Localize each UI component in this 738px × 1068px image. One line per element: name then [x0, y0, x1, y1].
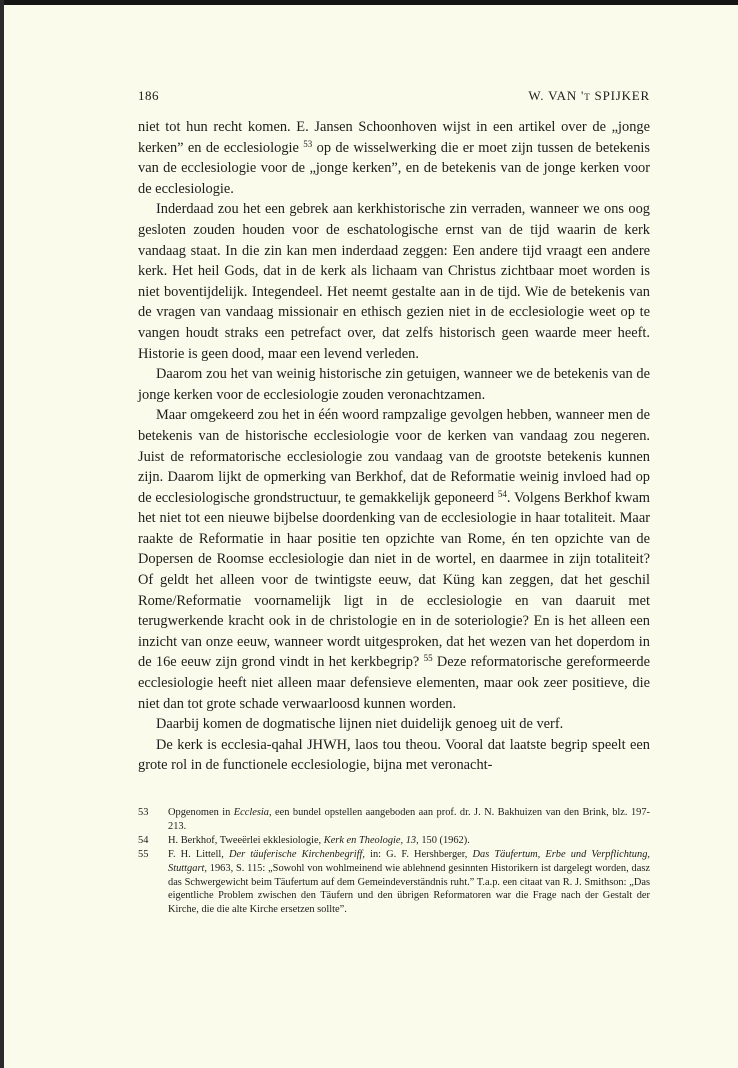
footnote-text: Opgenomen in Ecclesia, een bundel opstellen aangeboden aan prof. dr. J. N. Bakhuizen van den Brink, blz. 197-213.: [168, 807, 650, 832]
footnote-number: 54: [138, 834, 149, 846]
running-head: [138, 88, 650, 104]
footnote-ref-55[interactable]: 55: [423, 653, 433, 664]
footnote-53: [138, 806, 650, 834]
paragraph-4: Maar omgekeerd zou het in één woord rampzalige gevolgen hebben, wanneer men de betekenis van de historische ecclesiologie voor de kerken van vandaag zou negeren. Juist de reformatorische ecclesiologie zou vandaag van de grootste betekenis kunnen zijn. Daarom lijkt de opmerking van Berkhof, dat de Reformatie weinig invloed had op de ecclesiologische grondstructuur, te gemakkelijk geponeerd $^{54}$. Volgens Berkhof kwam het niet tot een nieuwe bijbelse doordenking van de ecclesiologie in haar totaliteit. Maar raakte de Reformatie in haar positie ten opzichte van Rome, én ten opzichte van de Dopersen de Roomse ecclesiologie dan niet in de wortel, en daarmee in zijn totaliteit? Of geldt het alleen voor de twintigste eeuw, dat Küng kan zeggen, dat het geschil Rome/Reformatie voornamelijk ligt in de ecclesiologie en van daaruit met terugwerkende kracht ook in de christologie en in de soteriologie? En is het alleen een inzicht van onze eeuw, wanneer wordt uitgesproken, dat het wezen van het doperdom in de 16e eeuw zijn grond vindt in het kerkbegrip? $^{55}$ Deze reformatorische gereformeerde ecclesiologie heeft niet alleen maar defensieve elementen, maar ook zeer positieve, die niet dan tot grote schade verwaarloosd kunnen worden.: [138, 407, 650, 712]
scan-edge-left: [0, 0, 4, 1068]
footnote-55: [138, 848, 650, 918]
running-head-author: W. VAN 't SPIJKER: [528, 88, 650, 103]
page-number: 186: [138, 88, 159, 103]
footnote-text: F. H. Littell, Der täuferische Kirchenbegriff, in: G. F. Hershberger, Das Täufertum, Erbe und Verpflichtung, Stuttgart, 1963, S. 115: „Sowohl von wohlmeinend wie ablehnend gesinnten Historikern ist dargelegt worden, dasz das Schwergewicht beim Täufertum auf dem Gemeindeverständnis ruht.” T.a.p. een citaat van R. J. Smithson: „Das eigentliche Problem zwischen den Täufern und den übrigen Reformatoren war die Frage nach der Gestalt der Kirche, die die alte Kirche ersetzen sollte”.: [168, 848, 650, 916]
footnote-54: [138, 834, 650, 848]
paragraph-3: Daarom zou het van weinig historische zin getuigen, wanneer we de betekenis van de jonge kerken voor de ecclesiologie zouden veronachtzamen.: [138, 366, 650, 403]
footnotes: [138, 806, 650, 917]
footnote-number: 55: [138, 848, 149, 860]
footnote-number: 53: [138, 807, 149, 818]
footnote-ref-53[interactable]: 53: [303, 138, 313, 149]
footnote-ref-54[interactable]: 54: [497, 488, 507, 499]
scan-edge-top: [0, 0, 738, 5]
paragraph-2: Inderdaad zou het een gebrek aan kerkhistorische zin verraden, wanneer we ons oog gesloten zouden houden voor de eschatologische ernst van de tijd waarin de kerk vandaag staat. In die zin kan men inderdaad zeggen: Een andere tijd vraagt een andere kerk. Het heil Gods, dat in de kerk als lichaam van Christus zichtbaar moet worden is niet boventijdelijk. Integendeel. Het neemt gestalte aan in de tijd. Wie de betekenis van de vragen van vandaag missionair en ethisch gezien niet in de ecclesiologie weet op te vangen houdt straks een petrefact over, dat zelfs historisch geen waarde meer heeft. Historie is geen dood, maar een levend verleden.: [138, 201, 650, 362]
footnote-text: H. Berkhof, Tweeërlei ekklesiologie, Kerk en Theologie, 13, 150 (1962).: [168, 834, 470, 846]
paragraph-5: Daarbij komen de dogmatische lijnen niet duidelijk genoeg uit de verf.: [156, 716, 564, 733]
body-text: [138, 117, 650, 776]
paragraph-6: De kerk is ecclesia-qahal JHWH, laos tou theou. Vooral dat laatste begrip speelt een grote rol in de functionele ecclesiologie, bijna met veronacht-: [138, 736, 650, 774]
paragraph-1: niet tot hun recht komen. E. Jansen Schoonhoven wijst in een artikel over de „jonge kerken” en de ecclesiologie $^{53}$ op de wisselwerking die er moet zijn tussen de betekenis van de ecclesiologie voor de „jonge kerken”, en de betekenis van de jonge kerken voor de ecclesiologie.: [138, 119, 650, 197]
